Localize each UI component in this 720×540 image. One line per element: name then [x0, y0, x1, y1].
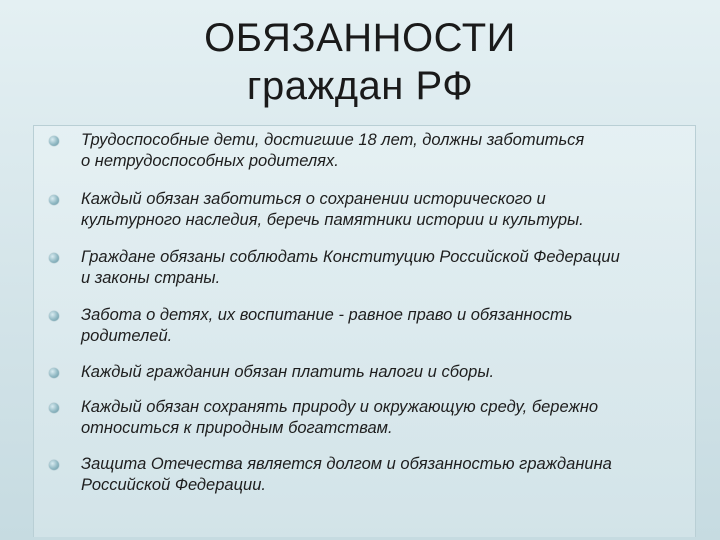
item-text-line: Каждый обязан сохранять природу и окружающую среду, бережно: [81, 398, 599, 416]
list-item: [49, 130, 689, 172]
item-text-line: культурного наследия, беречь памятники истории и культуры.: [81, 211, 584, 229]
item-text-line: родителей.: [81, 327, 173, 345]
list-item: [49, 362, 689, 383]
bullet-icon: [49, 460, 59, 470]
bullet-icon: [49, 195, 59, 205]
item-text-line: Трудоспособные дети, достигшие 18 лет, должны заботиться: [81, 131, 585, 149]
item-text-line: и законы страны.: [81, 269, 221, 287]
item-text-line: Каждый гражданин обязан платить налоги и сборы.: [81, 363, 495, 381]
list-item: [49, 454, 689, 496]
title-line-2: граждан РФ: [246, 64, 474, 108]
item-text-line: относиться к природным богатствам.: [81, 419, 393, 437]
item-text-line: Каждый обязан заботиться о сохранении исторического и: [81, 190, 546, 208]
item-text-line: о нетрудоспособных родителях.: [81, 152, 339, 170]
item-text-line: Защита Отечества является долгом и обязанностью гражданина: [81, 455, 612, 473]
item-text-line: Граждане обязаны соблюдать Конституцию Российской Федерации: [81, 248, 620, 266]
list-item: [49, 189, 689, 231]
bullet-icon: [49, 403, 59, 413]
list-item: [49, 247, 689, 289]
content-box: [33, 125, 696, 537]
bullet-icon: [49, 253, 59, 263]
slide-title: [120, 14, 600, 110]
bullet-icon: [49, 368, 59, 378]
item-text-line: Российской Федерации.: [81, 476, 266, 494]
title-line-1: ОБЯЗАННОСТИ: [204, 16, 516, 60]
bullet-icon: [49, 136, 59, 146]
item-text-line: Забота о детях, их воспитание - равное право и обязанность: [81, 306, 573, 324]
bullet-icon: [49, 311, 59, 321]
list-item: [49, 397, 689, 439]
list-item: [49, 305, 689, 347]
